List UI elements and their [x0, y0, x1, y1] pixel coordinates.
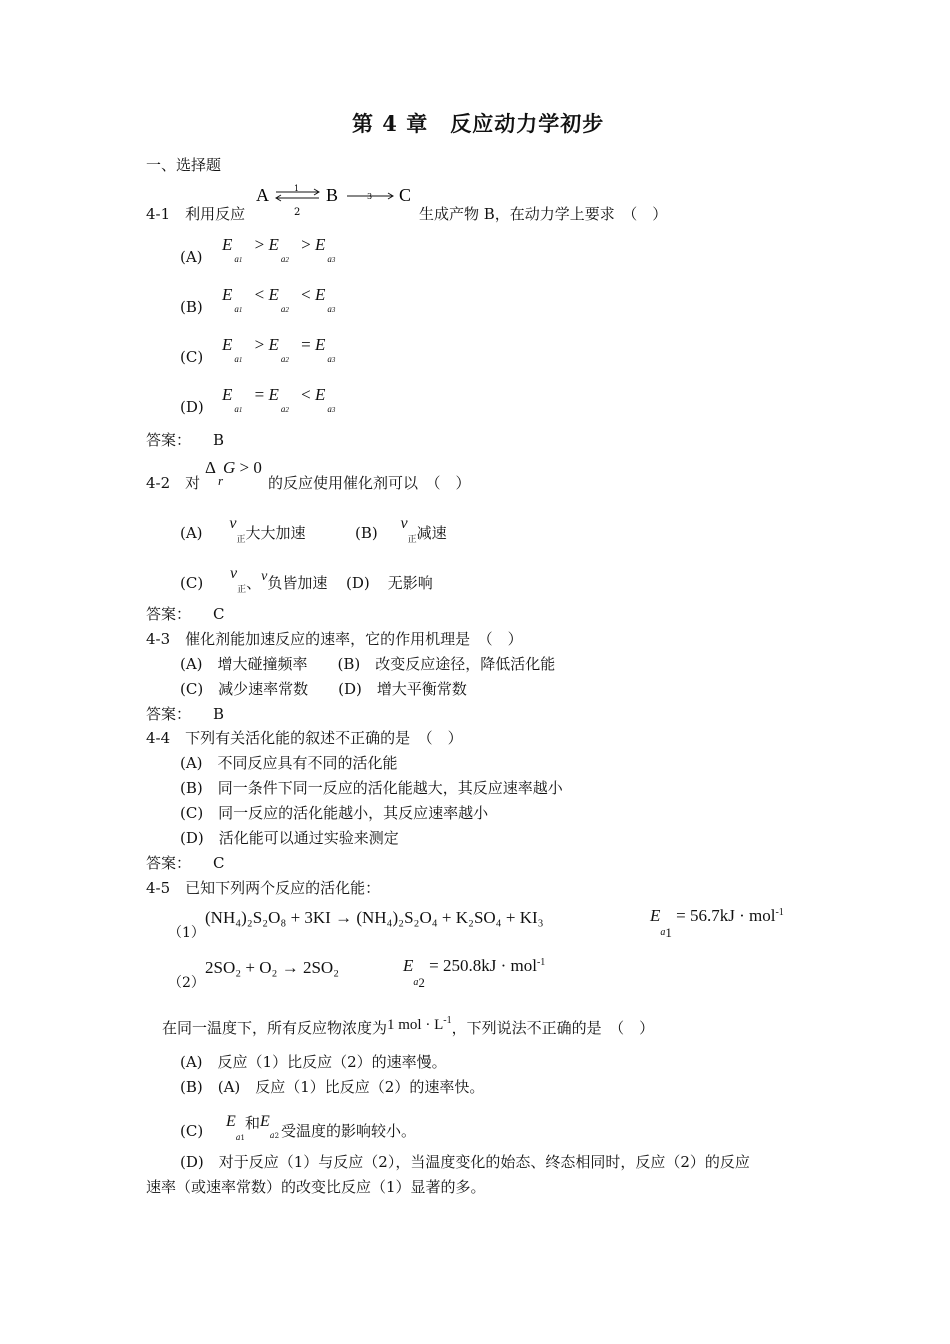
q5-option-A: (A) 反应（1）比反应（2）的速率慢。 [180, 1053, 447, 1071]
q5-condition: 在同一温度下，所有反应物浓度为1 mol · $L^{-1}$，下列说法不正确的是 （ ） [162, 1015, 655, 1037]
q5-reaction-2-number: （2） [168, 975, 205, 991]
q5-option-C: (C) $E_{a1}$和Ea2 受温度的影响较小。 [180, 1113, 417, 1142]
q1-option-B-label: (B) [180, 298, 203, 316]
q4-answer: 答案： C [146, 854, 225, 872]
q4-option-C: (C) 同一反应的活化能越小，其反应速率越小 [180, 804, 489, 822]
q5-reaction-1-equation: (NH₄)₂S₂O₈ + 3KI → (NH₄)₂S₂O₄ + K₂SO₄ + KI₃ [205, 908, 544, 927]
q1-option-B-expression: $E_{a1} < E_{a2} < E_{a3}$ [222, 285, 336, 314]
q2-option-D: (D) 无影响 [346, 574, 433, 592]
rate-label-1: 1 [294, 184, 300, 193]
rate-label-3: 3 [367, 192, 373, 201]
species-B: B [326, 185, 339, 205]
q5-option-B: (B) (A) 反应（1）比反应（2）的速率快。 [180, 1078, 485, 1096]
q2-option-A: (A) $v_正$大大加速 [180, 515, 306, 545]
q2-delta-g-expression: $\Delta_rG > 0$ [205, 458, 262, 488]
q2-option-B: (B) $v_正$减速 [355, 515, 447, 545]
q3-options-row-2: (C) 减少速率常数 (D) 增大平衡常数 [180, 680, 467, 698]
reaction-scheme [252, 182, 422, 222]
q4-option-B: (B) 同一条件下同一反应的活化能越大，其反应速率越小 [180, 779, 563, 797]
q1-option-A-expression: $E_{a1} > E_{a2} > E_{a3}$ [222, 235, 336, 264]
q2-answer: 答案： C [146, 605, 225, 623]
species-C: C [399, 185, 412, 205]
q1-option-D-label: (D) [180, 398, 204, 416]
q5-reaction-2-energy: $E_{a2} = 250.8kJ \cdot mol^{-1}$ [403, 956, 546, 990]
q5-reaction-2-equation: 2SO₂ + O₂ → 2SO₂ [205, 958, 340, 977]
q1-option-A-label: (A) [180, 248, 203, 266]
chapter-title: 第 4 章 反应动力学初步 [352, 111, 605, 136]
q3-options-row-1: (A) 增大碰撞频率 (B) 改变反应途径，降低活化能 [180, 655, 556, 673]
rate-label-2: 2 [294, 207, 301, 218]
q1-option-D-expression: $E_{a1} = E_{a2} < E_{a3}$ [222, 385, 336, 414]
q1-option-C-label: (C) [180, 348, 204, 366]
q5-reaction-1-energy: $E_{a1} = 56.7kJ \cdot mol^{-1}$ [650, 906, 784, 940]
q5-option-D-line-2: 速率（或速率常数）的改变比反应（1）显著的多。 [146, 1178, 486, 1196]
q4-option-A: (A) 不同反应具有不同的活化能 [180, 754, 398, 772]
q1-answer: 答案： B [146, 431, 225, 449]
q5-option-D-line-1: (D) 对于反应（1）与反应（2），当温度变化的始态、终态相同时，反应（2）的反应 [180, 1153, 750, 1171]
q2-tail: 的反应使用催化剂可以 （ ） [268, 474, 471, 492]
q2-stem: 4-2 对 [146, 474, 201, 492]
q2-option-C: (C) $v_正$、v负皆加速 [180, 565, 328, 595]
q1-tail: 生成产物 B，在动力学上要求 （ ） [419, 205, 668, 223]
q3-answer: 答案： B [146, 705, 225, 723]
q4-option-D: (D) 活化能可以通过实验来测定 [180, 829, 399, 847]
q1-option-C-expression: $E_{a1} > E_{a2} = E_{a3}$ [222, 335, 336, 364]
q4-stem: 4-4 下列有关活化能的叙述不正确的是 （ ） [146, 729, 463, 747]
section-heading: 一、选择题 [146, 156, 222, 174]
q5-reaction-1-number: （1） [168, 925, 205, 941]
q1-stem: 4-1 利用反应 [146, 205, 246, 223]
q3-stem: 4-3 催化剂能加速反应的速率，它的作用机理是 （ ） [146, 630, 523, 648]
species-A: A [256, 185, 269, 205]
q5-stem: 4-5 已知下列两个反应的活化能： [146, 879, 381, 897]
